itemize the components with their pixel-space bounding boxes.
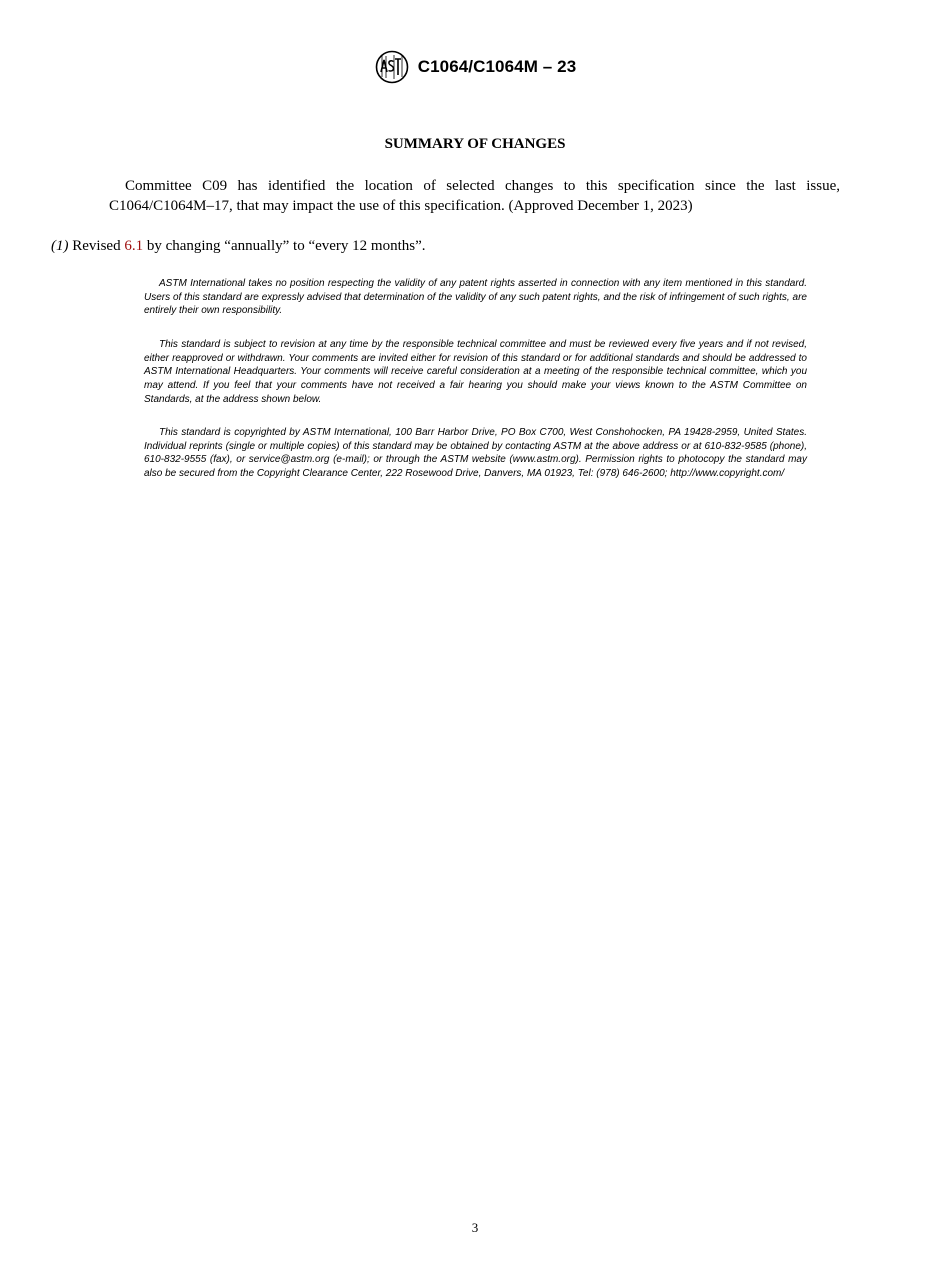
section-reference-link[interactable]: 6.1 xyxy=(124,238,144,254)
change-item xyxy=(51,236,851,256)
revision-notice: This standard is subject to revision at any time by the responsible technical committee and must be reviewed every five years and if not revised, either reapproved or withdrawn. Your comments are invited either for revision of this standard or for additional standards and should be addressed to ASTM International Headquarters. Your comments will receive careful consideration at a meeting of the responsible technical committee, which you may attend. If you feel that your comments have not received a fair hearing you should make your views known to the ASTM Committee on Standards, at the address shown below. xyxy=(144,339,807,405)
change-suffix: by changing “annually” to “every 12 months”. xyxy=(143,238,426,254)
summary-intro-paragraph: Committee C09 has identified the location of selected changes to this specification since the last issue, C1064/C1064M–17, that may impact the use of this specification. (Approved December 1, 2023) xyxy=(109,178,840,214)
page-header xyxy=(0,50,950,84)
change-number: (1) xyxy=(51,238,69,254)
copyright-notice: This standard is copyrighted by ASTM International, 100 Barr Harbor Drive, PO Box C700, West Conshohocken, PA 19428-2959, United States. Individual reprints (single or multiple copies) of this standard may be obtained by contacting ASTM at the above address or at 610-832-9585 (phone), 610-832-9555 (fax), or service@astm.org (e-mail); or through the ASTM website (www.astm.org). Permission rights to photocopy the standard may also be secured from the Copyright Clearance Center, 222 Rosewood Drive, Danvers, MA 01923, Tel: (978) 646-2600; http://www.copyright.com/ xyxy=(144,427,807,480)
page-number: 3 xyxy=(471,1220,479,1235)
change-prefix: Revised xyxy=(68,238,125,254)
summary-title: SUMMARY OF CHANGES xyxy=(384,136,566,152)
patent-notice: ASTM International takes no position respecting the validity of any patent rights asserted in connection with any item mentioned in this standard. Users of this standard are expressly advised that determination of the validity of any such patent rights, and the risk of infringement of such rights, are entirely their own responsibility. xyxy=(144,278,807,317)
astm-logo-icon xyxy=(374,50,410,84)
standard-designation: C1064/C1064M – 23 xyxy=(417,57,577,76)
